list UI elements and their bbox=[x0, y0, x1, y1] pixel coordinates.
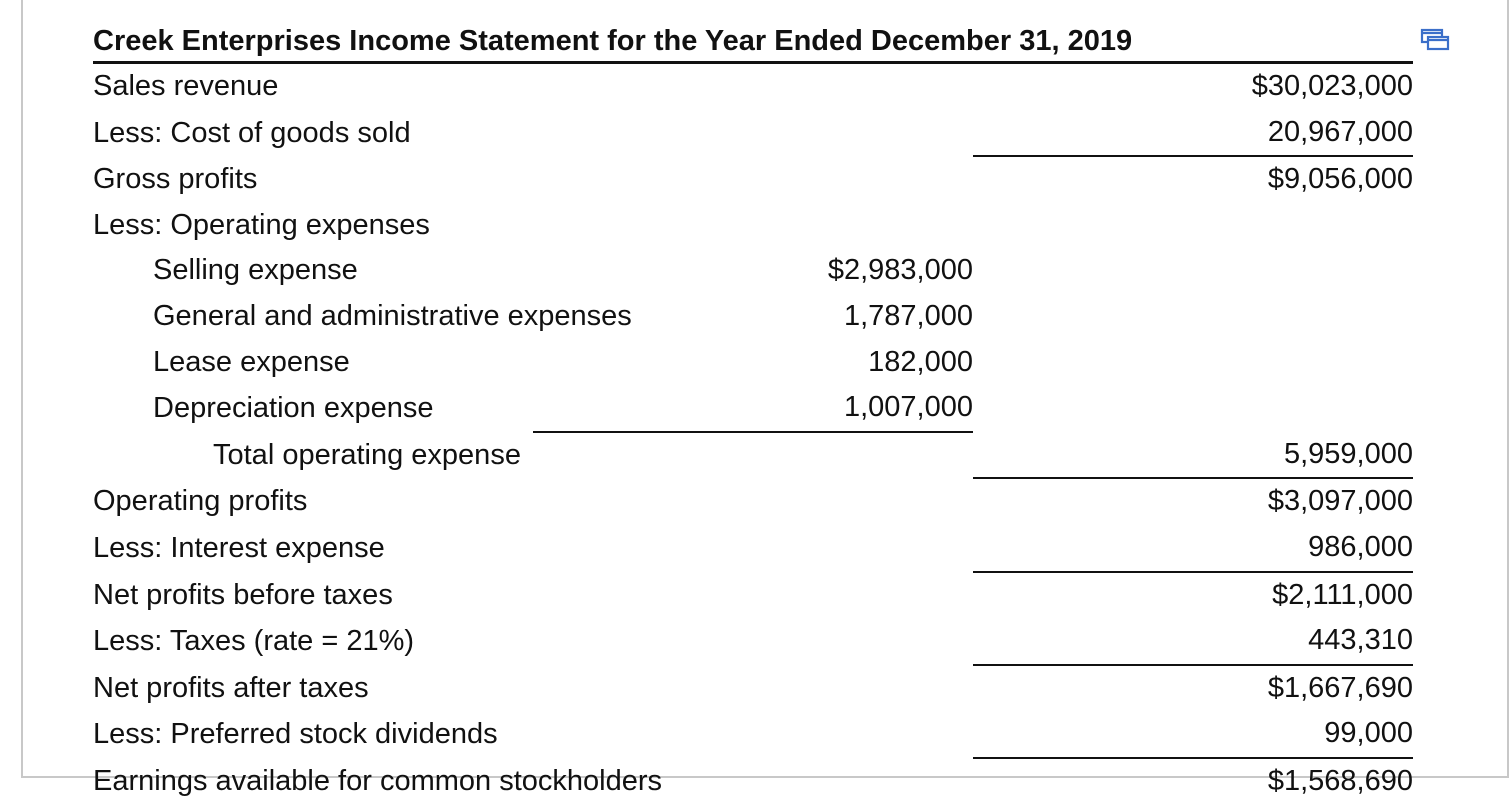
row-label: Less: Preferred stock dividends bbox=[93, 718, 498, 751]
row-label: Net profits after taxes bbox=[93, 671, 369, 704]
table-row bbox=[93, 525, 1413, 572]
table-row bbox=[93, 294, 1413, 340]
row-label: Operating profits bbox=[93, 485, 308, 518]
row-label: Selling expense bbox=[153, 254, 358, 287]
row-label: Less: Cost of goods sold bbox=[93, 116, 411, 149]
row-label: Earnings available for common stockholders bbox=[93, 764, 662, 797]
row-mid-value bbox=[533, 156, 973, 203]
popout-window-icon-graphic bbox=[1420, 28, 1450, 52]
row-right-value: $30,023,000 bbox=[1251, 70, 1413, 102]
row-right-value bbox=[973, 340, 1413, 386]
statement-title-row bbox=[93, 21, 1413, 63]
row-right-value: 443,310 bbox=[973, 618, 1413, 665]
row-mid-value bbox=[533, 63, 973, 110]
row-right-value: 20,967,000 bbox=[973, 110, 1413, 157]
statement-frame bbox=[21, 0, 1509, 797]
table-row bbox=[93, 618, 1413, 665]
table-row bbox=[93, 110, 1413, 157]
row-label: Less: Operating expenses bbox=[93, 208, 430, 241]
row-label: Less: Taxes (rate = 21%) bbox=[93, 625, 415, 658]
row-right-value: 986,000 bbox=[973, 525, 1413, 572]
table-row bbox=[93, 758, 1413, 805]
table-row bbox=[93, 203, 1413, 249]
row-right-value: $9,056,000 bbox=[1267, 163, 1413, 196]
row-right-value bbox=[973, 203, 1413, 249]
row-label: Total operating expense bbox=[213, 438, 521, 471]
row-mid-value: 182,000 bbox=[868, 345, 973, 378]
table-row bbox=[93, 385, 1413, 432]
row-right-value bbox=[973, 248, 1413, 294]
row-mid-value: 1,787,000 bbox=[843, 299, 973, 332]
popout-window-icon[interactable] bbox=[1420, 28, 1450, 52]
row-right-value: $1,667,690 bbox=[1267, 671, 1413, 704]
row-mid-value bbox=[533, 203, 973, 249]
row-mid-value bbox=[533, 432, 973, 479]
table-row bbox=[93, 63, 1413, 110]
row-label: Depreciation expense bbox=[153, 392, 434, 425]
table-row bbox=[93, 665, 1413, 712]
row-right-value: $3,097,000 bbox=[1267, 485, 1413, 518]
table-row bbox=[93, 156, 1413, 203]
row-label: Less: Interest expense bbox=[93, 531, 385, 564]
table-row bbox=[93, 248, 1413, 294]
income-statement-table bbox=[93, 21, 1413, 805]
table-row bbox=[93, 711, 1413, 758]
row-label: Sales revenue bbox=[93, 70, 279, 102]
row-label: Gross profits bbox=[93, 163, 258, 196]
statement-title: Creek Enterprises Income Statement for the Year Ended December 31, 2019 bbox=[93, 21, 1413, 63]
table-row bbox=[93, 572, 1413, 619]
row-label: General and administrative expenses bbox=[153, 299, 632, 332]
row-mid-value bbox=[533, 572, 973, 619]
row-mid-value: 1,007,000 bbox=[533, 385, 973, 432]
row-label: Net profits before taxes bbox=[93, 578, 393, 611]
row-mid-value: $2,983,000 bbox=[827, 254, 973, 287]
row-mid-value bbox=[533, 110, 973, 157]
row-mid-value bbox=[533, 711, 973, 758]
row-right-value: 99,000 bbox=[973, 711, 1413, 758]
row-right-value: $2,111,000 bbox=[1272, 578, 1413, 611]
row-right-value bbox=[973, 294, 1413, 340]
row-mid-value bbox=[533, 525, 973, 572]
row-label: Lease expense bbox=[153, 345, 350, 378]
table-row bbox=[93, 432, 1413, 479]
row-mid-value bbox=[533, 618, 973, 665]
row-right-value bbox=[973, 385, 1413, 432]
row-mid-value bbox=[533, 478, 973, 525]
table-row bbox=[93, 340, 1413, 386]
row-right-value: $1,568,690 bbox=[1267, 764, 1413, 797]
row-mid-value bbox=[533, 665, 973, 712]
table-row bbox=[93, 478, 1413, 525]
row-right-value: 5,959,000 bbox=[973, 432, 1413, 479]
